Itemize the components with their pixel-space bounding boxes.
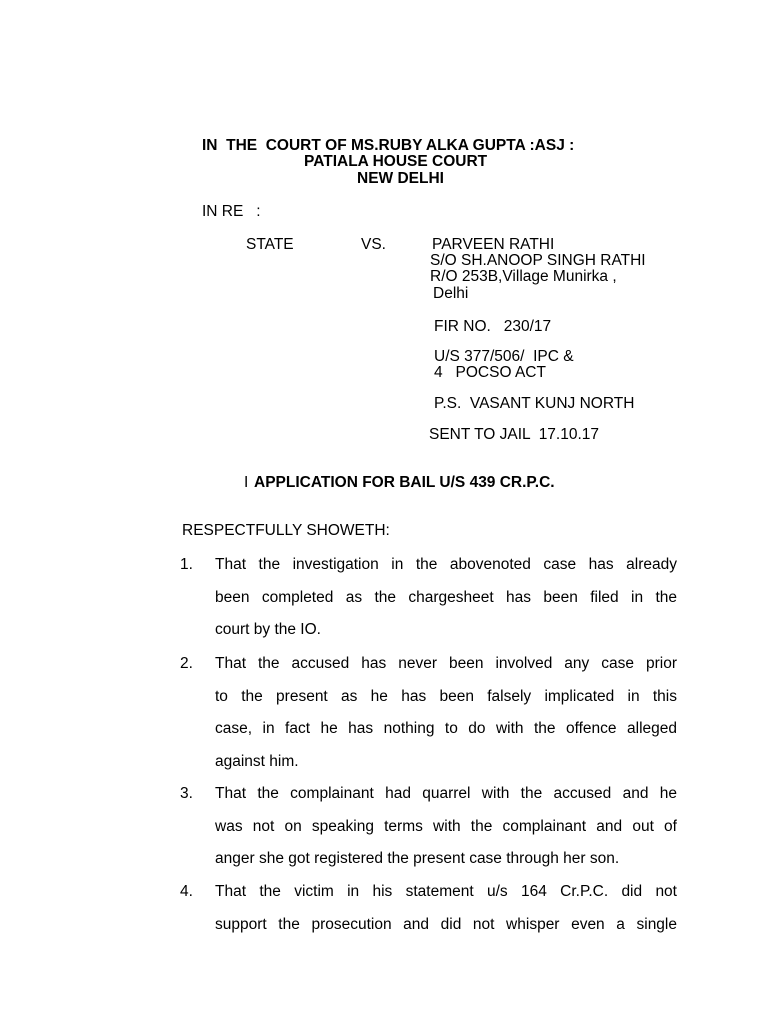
paragraph-line: That the complainant had quarrel with the accused and he [215, 785, 677, 802]
accused-parentage: S/O SH.ANOOP SINGH RATHI [430, 252, 646, 269]
paragraph-line: case, in fact he has nothing to do with the offence alleged [215, 720, 677, 738]
party-vs: VS. [361, 236, 386, 253]
paragraph-line: support the prosecution and did not whisper even a single [215, 915, 677, 933]
application-title: APPLICATION FOR BAIL U/S 439 CR.P.C. [254, 474, 555, 491]
paragraph-body [215, 556, 677, 654]
paragraph-number: 4. [180, 883, 193, 900]
application-prefix: I [244, 474, 249, 491]
paragraph-body [215, 655, 677, 786]
paragraph-line: against him. [215, 753, 299, 771]
paragraph-number: 1. [180, 556, 193, 573]
paragraph-line: been completed as the chargesheet has been filed in the [215, 588, 677, 606]
party-state: STATE [246, 236, 294, 253]
paragraph-line: was not on speaking terms with the complainant and out of [215, 817, 677, 835]
paragraph-line: to the present as he has been falsely implicated in this [215, 687, 677, 705]
paragraph-number: 3. [180, 785, 193, 802]
sections-line2: 4 POCSO ACT [434, 364, 546, 381]
court-heading-line3: NEW DELHI [357, 170, 444, 187]
paragraph-line: anger she got registered the present case through her son. [215, 850, 620, 868]
fir-number: FIR NO. 230/17 [434, 318, 552, 335]
in-re-label: IN RE : [202, 203, 261, 220]
sent-to-jail-date: SENT TO JAIL 17.10.17 [429, 426, 600, 443]
accused-address: R/O 253B,Village Munirka , [430, 268, 617, 285]
respectfully-showeth: RESPECTFULLY SHOWETH: [182, 522, 390, 539]
accused-city: Delhi [433, 285, 469, 302]
paragraph-line: That the victim in his statement u/s 164 Cr.P.C. did not [215, 883, 677, 900]
sections-line1: U/S 377/506/ IPC & [434, 348, 574, 365]
paragraph-body [215, 883, 677, 948]
paragraph-body [215, 785, 677, 883]
paragraph-line: court by the IO. [215, 621, 321, 639]
court-heading-line2: PATIALA HOUSE COURT [304, 153, 488, 170]
police-station: P.S. VASANT KUNJ NORTH [434, 395, 635, 412]
accused-name: PARVEEN RATHI [432, 236, 555, 253]
paragraph-line: That the investigation in the abovenoted case has already [215, 556, 677, 573]
court-heading-line1: IN THE COURT OF MS.RUBY ALKA GUPTA :ASJ : [202, 137, 575, 154]
paragraph-number: 2. [180, 655, 193, 672]
paragraph-line: That the accused has never been involved any case prior [215, 655, 677, 672]
